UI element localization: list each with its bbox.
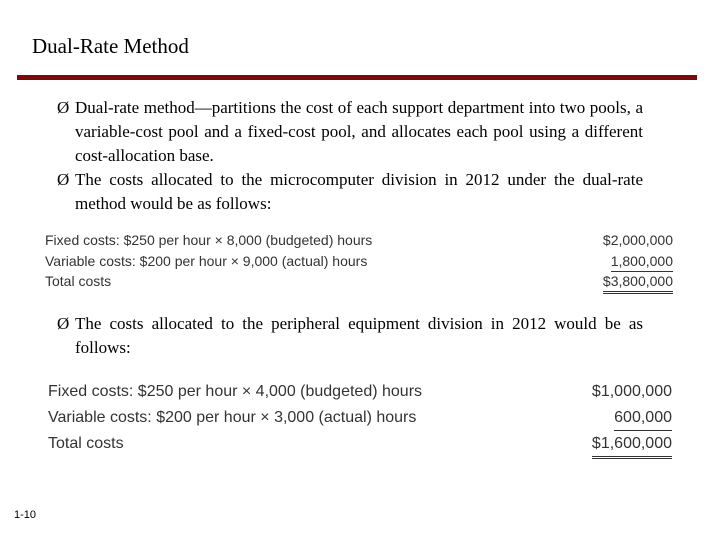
row-label: Total costs (45, 273, 112, 289)
title-divider (17, 75, 697, 80)
row-label: Variable costs: $200 per hour × 9,000 (actual) hours (45, 252, 368, 269)
peripheral-cost-table (48, 380, 672, 458)
row-label: Variable costs: $200 per hour × 3,000 (actual) hours (48, 409, 417, 426)
row-label: Fixed costs: $250 per hour × 8,000 (budgeted) hours (45, 232, 373, 248)
page-number: 1-10 (14, 509, 37, 521)
bullet-text: Dual-rate method—partitions the cost of each support department into two pools, a variable-cost pool and a fixed-cost pool, and allocates each pool using a different cost-allocation base. (75, 98, 643, 165)
table-row (48, 406, 672, 432)
microcomputer-cost-table (45, 230, 673, 292)
arrow-bullet-icon: Ø (57, 170, 70, 189)
table-row (45, 271, 673, 292)
table-row (45, 251, 673, 272)
bullet-dual-rate-definition (57, 96, 643, 168)
row-amount: 600,000 (614, 406, 672, 431)
bullet-peripheral (57, 312, 643, 360)
row-amount: 1,800,000 (611, 251, 673, 272)
bullet-text: The costs allocated to the peripheral equipment division in 2012 would be as follows: (75, 314, 643, 357)
arrow-bullet-icon: Ø (57, 314, 70, 333)
slide-title: Dual-Rate Method (32, 34, 189, 58)
table-row (48, 380, 672, 406)
table-row (45, 230, 673, 251)
row-label: Fixed costs: $250 per hour × 4,000 (budgeted) hours (48, 383, 423, 400)
row-amount: $1,000,000 (591, 383, 672, 400)
row-amount: $2,000,000 (602, 232, 673, 248)
arrow-bullet-icon: Ø (57, 98, 70, 117)
bullet-text: The costs allocated to the microcomputer division in 2012 under the dual-rate method would be as follows: (75, 170, 643, 213)
row-amount: $1,600,000 (592, 432, 672, 459)
bullet-microcomputer (57, 168, 643, 216)
table-row (48, 432, 672, 458)
row-label: Total costs (48, 435, 124, 452)
row-amount: $3,800,000 (603, 271, 673, 294)
